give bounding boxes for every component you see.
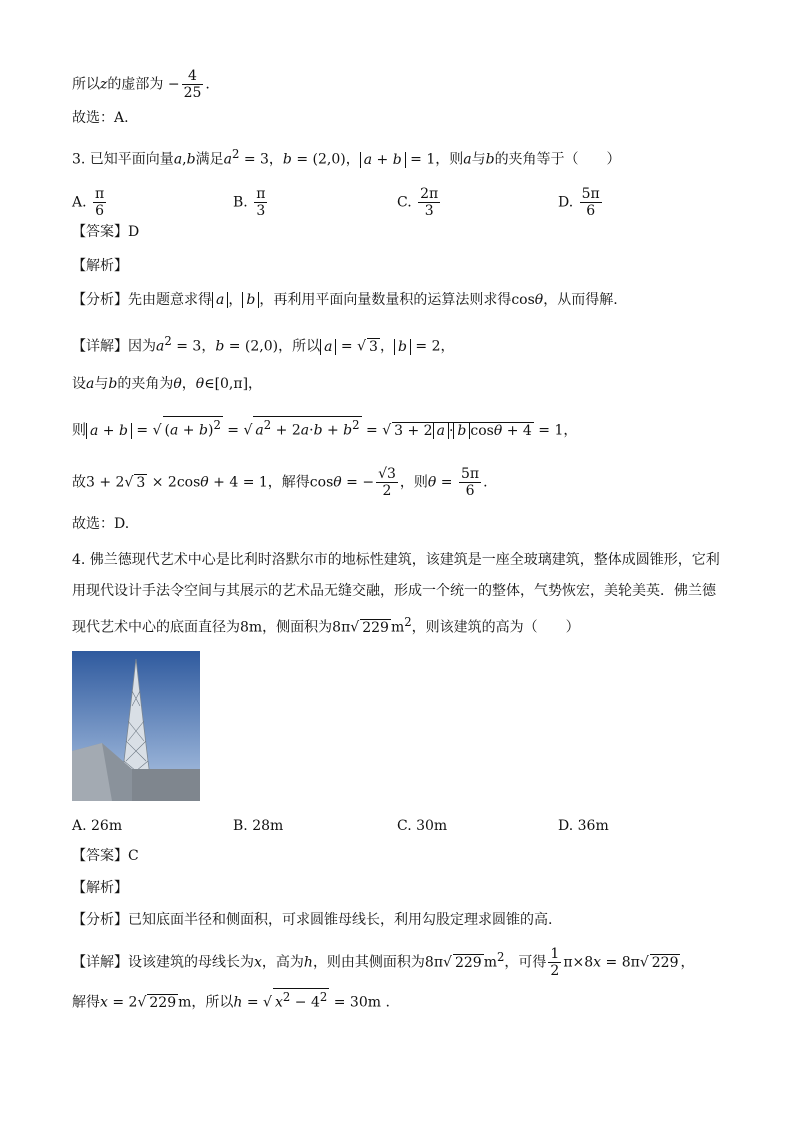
q4-option-d[interactable]: D. 36m: [558, 818, 609, 834]
q3-option-c[interactable]: C. $\frac{2\pi}{3}$: [397, 186, 439, 219]
q4-analysis-label: 【解析】: [72, 880, 128, 896]
q3-option-a[interactable]: A. $\frac{\pi}{6}$: [72, 186, 105, 219]
q3-analysis-label: 【解析】: [72, 258, 128, 274]
q4-option-c[interactable]: C. 30m: [397, 818, 448, 834]
q4-xiangjie: 【详解】设该建筑的母线长为x，高为h，则由其侧面积为8π√ 229 $m^2$，可得 $\frac{1}{2}$ π×8x = 8π√ 229 ，: [72, 946, 695, 979]
q4-answer: 【答案】C: [72, 848, 139, 864]
tower-photo-icon: [72, 651, 200, 801]
q4-fenxi: 【分析】已知底面半径和侧面积，可求圆锥母线长，利用勾股定理求圆锥的高.: [72, 912, 553, 928]
q3-expansion: 则 a + b = √ $(a + b)^2$ = √ $a^2 + 2a\cdot b + b^2$ = √ 3 + 2 a · b cosθ + 4 = 1，: [72, 418, 578, 439]
q4-solve: 解得x = 2√ 229 m，所以h = √ $x^2 - 4^2 = 30m$ .: [72, 990, 390, 1011]
q3-stem: 3. 已知平面向量a,b满足$a^2 = 3$，b = (2,0)， a + b = 1，则a与b的夹角等于（ ）: [72, 147, 621, 168]
previous-choose-line: 故选：A.: [72, 110, 129, 126]
q3-option-b[interactable]: B. $\frac{\pi}{3}$: [233, 186, 266, 219]
q3-option-d[interactable]: D. $\frac{5\pi}{6}$: [558, 186, 600, 219]
q3-solve: 故3 + 2√ 3 × 2cosθ + 4 = 1，解得cosθ = − $\frac{√3}{2}$ ，则θ = $\frac{5\pi}{6}$ .: [72, 466, 488, 499]
q3-xiangjie: 【详解】因为$a^2 = 3$，b = (2,0)，所以 a = √ 3 ， b = 2，: [72, 334, 455, 355]
q3-fenxi: 【分析】先由题意求得 a ， b ，再利用平面向量数量积的运算法则求得cosθ，从而得解.: [72, 292, 618, 308]
q3-answer: 【答案】D: [72, 224, 140, 240]
q4-option-b[interactable]: B. 28m: [233, 818, 284, 834]
q4-stem-line-2: 用现代设计手法令空间与其展示的艺术品无缝交融，形成一个统一的整体，气势恢宏，美轮美英．佛兰德: [72, 583, 716, 599]
q4-stem-line-1: 4. 佛兰德现代艺术中心是比利时洛默尔市的地标性建筑，该建筑是一座全玻璃建筑，整体成圆锥形，它利: [72, 552, 720, 568]
imaginary-part-line: 所以z的虚部为 − $\frac{4}{25}$ .: [72, 68, 210, 101]
q3-choose: 故选：D.: [72, 516, 130, 532]
q4-stem-line-3: 现代艺术中心的底面直径为8m，侧面积为8π√ 229 $m^2$，则该建筑的高为（ ）: [72, 615, 580, 636]
q4-option-a[interactable]: A. 26m: [72, 818, 123, 834]
q3-angle-setup: 设a与b的夹角为θ，θ∈[0,π]，: [72, 376, 263, 392]
